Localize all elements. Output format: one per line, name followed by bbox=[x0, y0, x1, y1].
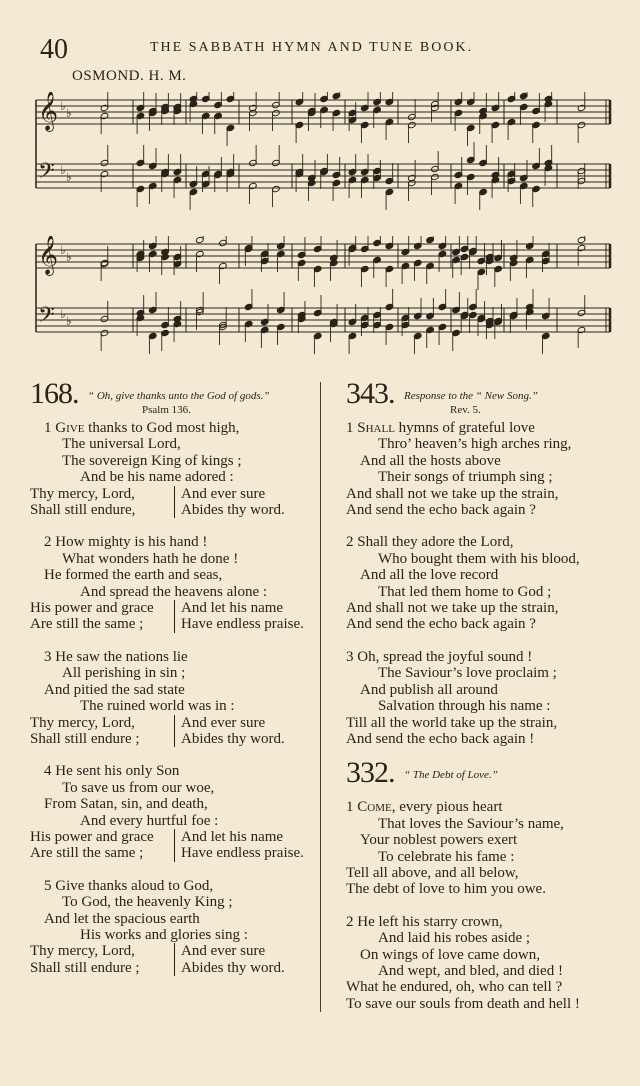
verse-line: Tell all above, and all below, bbox=[346, 864, 519, 881]
verse-line: And shall not we take up the strain, bbox=[346, 600, 559, 617]
refrain-right: Have endless praise. bbox=[174, 845, 304, 861]
verse-line: That loves the Saviour’s name, bbox=[378, 815, 564, 832]
verse-line: And pitied the sad state bbox=[44, 681, 185, 698]
bass-clef-icon: 𝄢 bbox=[38, 303, 55, 333]
refrain-right: And ever sure bbox=[174, 486, 265, 502]
line-text: thanks to God most high, bbox=[84, 420, 240, 436]
stanza bbox=[346, 914, 616, 1012]
flat-icon: ♭ bbox=[60, 99, 66, 113]
verse-line: And all the love record bbox=[360, 567, 499, 584]
refrain-line bbox=[30, 845, 315, 861]
refrain-line bbox=[30, 715, 315, 731]
verse-line: And shall not we take up the strain, bbox=[346, 485, 559, 502]
scripture-reference: Psalm 136. bbox=[142, 404, 191, 416]
refrain-left: Thy mercy, Lord, bbox=[30, 943, 135, 960]
verse-line: That led them home to God ; bbox=[378, 583, 552, 600]
verse-line: The Saviour’s love proclaim ; bbox=[378, 665, 557, 682]
verse-line: The ruined world was in : bbox=[80, 698, 235, 715]
running-head: THE SABBATH HYMN AND TUNE BOOK. bbox=[150, 40, 474, 55]
verse-line: 2 How mighty is his hand ! bbox=[44, 534, 208, 551]
stanza-number: 1 bbox=[346, 799, 358, 816]
refrain-right: Abides thy word. bbox=[174, 502, 285, 518]
refrain-left: Shall still endure, bbox=[30, 502, 136, 519]
hymn-title: Response to the “ New Song.” bbox=[404, 390, 538, 402]
left-column bbox=[30, 377, 315, 992]
bass-clef-icon: 𝄢 bbox=[38, 159, 55, 189]
verse-line: And be his name adored : bbox=[80, 469, 234, 486]
verse-line: Who bought them with his blood, bbox=[378, 550, 580, 567]
refrain-left: Shall still endure ; bbox=[30, 959, 140, 976]
refrain-line bbox=[30, 502, 315, 518]
refrain-left: Are still the same ; bbox=[30, 616, 144, 633]
hymn-343-header bbox=[346, 377, 616, 420]
verse-line: And let the spacious earth bbox=[44, 910, 200, 927]
verse-line: His works and glories sing : bbox=[80, 926, 248, 943]
refrain-left: Shall still endure ; bbox=[30, 730, 140, 747]
refrain-right: And let his name bbox=[174, 829, 283, 845]
treble-clef-icon: 𝄞 bbox=[38, 236, 59, 275]
line-text: hymns of grateful love bbox=[394, 420, 535, 436]
verse-line bbox=[346, 799, 616, 815]
flat-icon: ♭ bbox=[60, 307, 66, 321]
verse-line: Your noblest powers exert bbox=[360, 832, 518, 849]
column-divider bbox=[320, 382, 321, 1012]
hymn-title: “ Oh, give thanks unto the God of gods.” bbox=[88, 390, 270, 402]
stanza bbox=[346, 649, 616, 747]
stanza bbox=[30, 534, 315, 632]
stanza bbox=[30, 878, 315, 976]
refrain-left: Thy mercy, Lord, bbox=[30, 485, 135, 502]
line-text: , every pious heart bbox=[391, 799, 503, 816]
stanza bbox=[30, 420, 315, 518]
hymn-number: 168. bbox=[30, 377, 79, 410]
refrain-line bbox=[30, 731, 315, 747]
refrain-right: And let his name bbox=[174, 600, 283, 616]
verse-line: All perishing in sin ; bbox=[62, 665, 186, 682]
verse-line: On wings of love came down, bbox=[360, 946, 540, 963]
refrain-left: His power and grace bbox=[30, 600, 154, 617]
verse-line: And publish all around bbox=[360, 681, 498, 698]
refrain-right: Abides thy word. bbox=[174, 960, 285, 976]
verse-line: Thro’ heaven’s high arches ring, bbox=[378, 436, 572, 453]
refrain-right: Have endless praise. bbox=[174, 616, 304, 632]
verse-line: The debt of love to him you owe. bbox=[346, 881, 546, 898]
refrain-line bbox=[30, 960, 315, 976]
verse-line: To save us from our woe, bbox=[62, 779, 215, 796]
first-word: Shall bbox=[357, 420, 395, 436]
music-score-system-1 bbox=[30, 92, 612, 210]
music-score-system-2 bbox=[30, 236, 612, 356]
verse-line: And laid his robes aside ; bbox=[378, 930, 531, 947]
flat-icon: ♭ bbox=[60, 243, 66, 257]
verse-line: And wept, and bled, and died ! bbox=[378, 962, 563, 979]
stanza bbox=[30, 649, 315, 747]
scripture-reference: Rev. 5. bbox=[450, 404, 481, 416]
hymn-168-text bbox=[30, 420, 315, 976]
refrain-left: His power and grace bbox=[30, 828, 154, 845]
refrain-right: And ever sure bbox=[174, 943, 265, 959]
verse-line bbox=[30, 420, 315, 436]
flat-icon: ♭ bbox=[66, 250, 72, 264]
flat-icon: ♭ bbox=[66, 170, 72, 184]
verse-line bbox=[346, 420, 616, 436]
verse-line: And send the echo back again ! bbox=[346, 730, 535, 747]
verse-line: 5 Give thanks aloud to God, bbox=[44, 877, 214, 894]
verse-line: 3 He saw the nations lie bbox=[44, 648, 188, 665]
refrain-line bbox=[30, 600, 315, 616]
refrain-right: And ever sure bbox=[174, 715, 265, 731]
verse-line: And every hurtful foe : bbox=[80, 812, 219, 829]
stanza bbox=[346, 534, 616, 632]
stanza bbox=[346, 799, 616, 897]
refrain-left: Are still the same ; bbox=[30, 845, 144, 862]
stanza-number: 1 bbox=[44, 420, 56, 436]
verse-line: 2 He left his starry crown, bbox=[346, 913, 503, 930]
verse-line: Till all the world take up the strain, bbox=[346, 714, 558, 731]
hymn-343-text bbox=[346, 420, 616, 747]
verse-line: Their songs of triumph sing ; bbox=[378, 469, 553, 486]
page-number: 40 bbox=[40, 34, 68, 65]
verse-line: And spread the heavens alone : bbox=[80, 583, 268, 600]
verse-line: To celebrate his fame : bbox=[378, 848, 515, 865]
flat-icon: ♭ bbox=[60, 163, 66, 177]
verse-line: Salvation through his name : bbox=[378, 698, 551, 715]
refrain-line bbox=[30, 616, 315, 632]
refrain-right: Abides thy word. bbox=[174, 731, 285, 747]
hymn-168-header bbox=[30, 377, 315, 420]
first-word: Come bbox=[357, 799, 392, 816]
verse-line: To God, the heavenly King ; bbox=[62, 894, 233, 911]
stanza bbox=[346, 420, 616, 518]
first-word: Give bbox=[55, 420, 85, 436]
verse-line: What wonders hath he done ! bbox=[62, 550, 239, 567]
verse-line: To save our souls from death and hell ! bbox=[346, 995, 580, 1012]
refrain-line bbox=[30, 486, 315, 502]
refrain-left: Thy mercy, Lord, bbox=[30, 714, 135, 731]
refrain-line bbox=[30, 829, 315, 845]
verse-line: He formed the earth and seas, bbox=[44, 567, 223, 584]
verse-line: And send the echo back again ? bbox=[346, 616, 536, 633]
treble-clef-icon: 𝄞 bbox=[38, 92, 59, 131]
verse-line: 4 He sent his only Son bbox=[44, 763, 180, 780]
stanza bbox=[30, 763, 315, 861]
verse-line: From Satan, sin, and death, bbox=[44, 796, 208, 813]
hymn-332-header bbox=[346, 756, 616, 799]
flat-icon: ♭ bbox=[66, 106, 72, 120]
hymn-title: “ The Debt of Love.” bbox=[404, 769, 498, 782]
tune-name: OSMOND. H. M. bbox=[72, 68, 187, 84]
verse-line: The sovereign King of kings ; bbox=[62, 452, 242, 469]
hymn-332-text bbox=[346, 799, 616, 1012]
flat-icon: ♭ bbox=[66, 314, 72, 328]
verse-line: 2 Shall they adore the Lord, bbox=[346, 534, 514, 551]
verse-line: 3 Oh, spread the joyful sound ! bbox=[346, 648, 533, 665]
verse-line: The universal Lord, bbox=[62, 436, 181, 453]
right-column bbox=[346, 377, 616, 1028]
hymn-number: 343. bbox=[346, 377, 395, 410]
refrain-line bbox=[30, 943, 315, 959]
stanza-number: 1 bbox=[346, 420, 358, 436]
verse-line: What he endured, oh, who can tell ? bbox=[346, 979, 563, 996]
verse-line: And all the hosts above bbox=[360, 452, 501, 469]
hymn-number: 332. bbox=[346, 756, 395, 790]
verse-line: And send the echo back again ? bbox=[346, 502, 536, 519]
